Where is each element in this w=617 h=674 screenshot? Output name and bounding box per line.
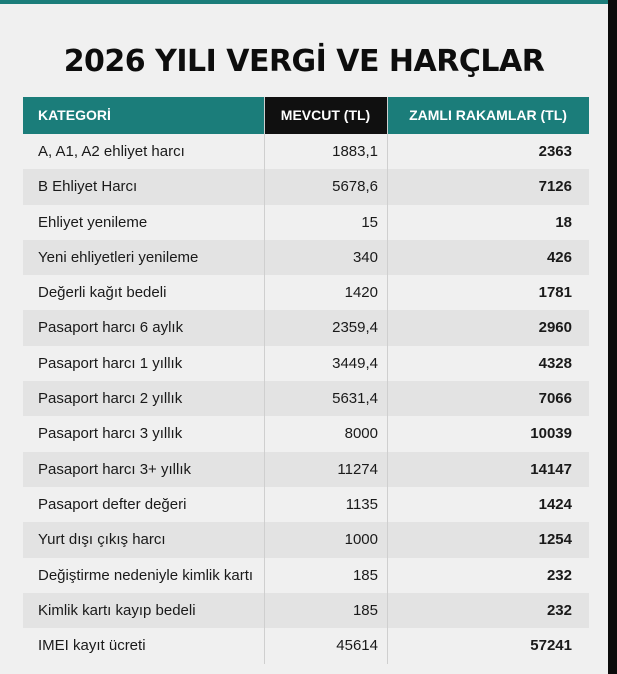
- category-cell: Değerli kağıt bedeli: [38, 284, 167, 302]
- table-row: [23, 558, 589, 593]
- raised-value-cell: 2960: [538, 319, 572, 337]
- current-value-cell: 3449,4: [332, 354, 378, 372]
- table-row: [23, 169, 589, 204]
- table-row: [23, 487, 589, 522]
- category-cell: Pasaport harcı 3+ yıllık: [38, 460, 191, 478]
- table-row: [23, 205, 589, 240]
- category-cell: Kimlik kartı kayıp bedeli: [38, 601, 196, 619]
- table-row: [23, 522, 589, 557]
- raised-value-cell: 232: [546, 566, 572, 584]
- fees-table: [23, 97, 589, 663]
- raised-value-cell: 1781: [538, 284, 572, 302]
- current-value-cell: 11274: [337, 460, 378, 478]
- raised-value-cell: 57241: [530, 637, 572, 655]
- current-value-cell: 5631,4: [332, 390, 378, 408]
- current-value-cell: 340: [352, 248, 378, 266]
- table-row: [23, 240, 589, 275]
- table-body: [23, 134, 589, 663]
- table-row: [23, 452, 589, 487]
- table-row: [23, 346, 589, 381]
- table-row: [23, 134, 589, 169]
- raised-value-cell: 1254: [538, 531, 572, 549]
- current-value-cell: 15: [361, 213, 378, 231]
- right-edge-strip: [608, 0, 617, 674]
- raised-value-cell: 2363: [538, 143, 572, 160]
- current-value-cell: 1135: [345, 495, 378, 513]
- category-cell: Yeni ehliyetleri yenileme: [38, 248, 199, 266]
- current-value-cell: 5678,6: [332, 178, 378, 196]
- raised-value-cell: 232: [546, 601, 572, 619]
- table-row: [23, 275, 589, 310]
- category-cell: Pasaport harcı 3 yıllık: [38, 425, 183, 443]
- top-accent-bar: [0, 0, 608, 4]
- category-cell: Pasaport harcı 2 yıllık: [38, 390, 183, 408]
- current-value-cell: 1000: [344, 531, 378, 549]
- current-value-cell: 185: [352, 601, 378, 619]
- raised-value-cell: 10039: [530, 425, 572, 443]
- table-header: [23, 97, 589, 134]
- raised-value-cell: 4328: [538, 354, 572, 372]
- category-cell: Ehliyet yenileme: [38, 213, 148, 231]
- category-cell: IMEI kayıt ücreti: [38, 637, 146, 655]
- category-cell: Pasaport harcı 6 aylık: [38, 319, 184, 337]
- current-value-cell: 1883,1: [332, 143, 378, 160]
- category-cell: A, A1, A2 ehliyet harcı: [38, 143, 185, 160]
- raised-value-cell: 18: [555, 213, 572, 231]
- category-cell: B Ehliyet Harcı: [38, 178, 138, 196]
- raised-value-cell: 7066: [538, 390, 572, 408]
- category-cell: Pasaport harcı 1 yıllık: [38, 354, 183, 372]
- raised-value-cell: 426: [546, 248, 572, 266]
- current-value-cell: 2359,4: [332, 319, 378, 337]
- category-cell: Pasaport defter değeri: [38, 495, 187, 513]
- column-divider: [264, 97, 265, 664]
- raised-value-cell: 7126: [538, 178, 572, 196]
- column-divider: [387, 97, 388, 664]
- current-value-cell: 1420: [344, 284, 378, 302]
- page-title: 2026 YILI VERGİ VE HARÇLAR: [63, 44, 545, 79]
- table-row: [23, 416, 589, 451]
- category-cell: Değiştirme nedeniyle kimlik kartı: [38, 566, 254, 584]
- column-header-category: KATEGORİ: [23, 97, 264, 134]
- table-row: [23, 310, 589, 345]
- column-header-current: MEVCUT (TL): [264, 97, 387, 134]
- table-row: [23, 593, 589, 628]
- column-header-raised: ZAMLI RAKAMLAR (TL): [387, 97, 589, 134]
- current-value-cell: 185: [352, 566, 378, 584]
- table-row: [23, 628, 589, 663]
- table-row: [23, 381, 589, 416]
- current-value-cell: 45614: [336, 637, 378, 655]
- current-value-cell: 8000: [344, 425, 378, 443]
- category-cell: Yurt dışı çıkış harcı: [38, 531, 166, 549]
- raised-value-cell: 14147: [530, 460, 572, 478]
- raised-value-cell: 1424: [538, 495, 572, 513]
